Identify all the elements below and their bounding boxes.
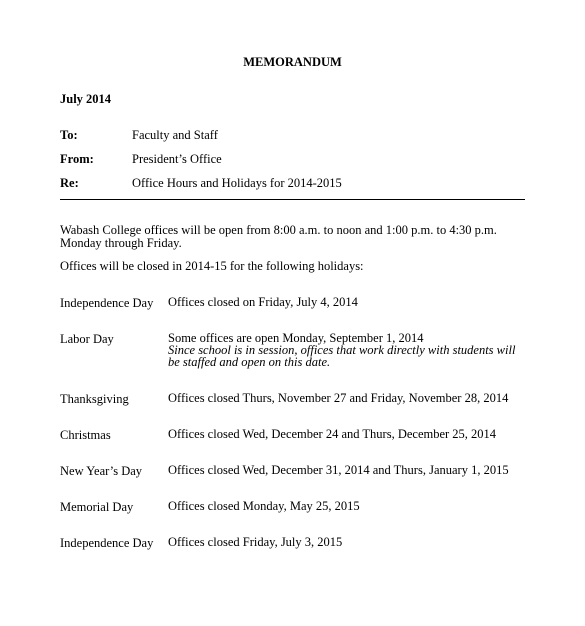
holiday-name: Thanksgiving [60,392,129,406]
holiday-description: Offices closed Wed, December 24 and Thurs, December 25, 2014 [168,427,497,441]
holiday-name: New Year’s Day [60,464,143,478]
holiday-description: Offices closed Monday, May 25, 2015 [168,499,360,513]
from-label: From: [60,152,94,166]
holiday-description: Some offices are open Monday, September 1, 2014 [168,331,424,345]
holiday-description: Offices closed on Friday, July 4, 2014 [168,295,358,309]
from-value: President’s Office [132,152,222,166]
holiday-description: Offices closed Friday, July 3, 2015 [168,535,343,549]
memo-date: July 2014 [60,92,112,106]
re-label: Re: [60,176,79,190]
holiday-note: Since school is in session, offices that work directly with students will be staffed and open on this date. [168,343,516,369]
holiday-name: Labor Day [60,332,114,346]
holiday-description: Offices closed Thurs, November 27 and Friday, November 28, 2014 [168,391,509,405]
office-hours-paragraph: Wabash College offices will be open from 8:00 a.m. to noon and 1:00 p.m. to 4:30 p.m. Monday through Friday. [60,223,497,250]
memo-title: MEMORANDUM [243,55,342,69]
to-value: Faculty and Staff [132,128,218,142]
holiday-name: Christmas [60,428,111,442]
holiday-name: Memorial Day [60,500,134,514]
holiday-name: Independence Day [60,296,154,310]
holiday-description-block [168,332,528,368]
header-divider [60,199,525,200]
holiday-name: Independence Day [60,536,154,550]
to-label: To: [60,128,78,142]
holiday-description: Offices closed Wed, December 31, 2014 and Thurs, January 1, 2015 [168,463,509,477]
re-value: Office Hours and Holidays for 2014-2015 [132,176,342,190]
holidays-intro-paragraph: Offices will be closed in 2014-15 for the following holidays: [60,259,364,273]
